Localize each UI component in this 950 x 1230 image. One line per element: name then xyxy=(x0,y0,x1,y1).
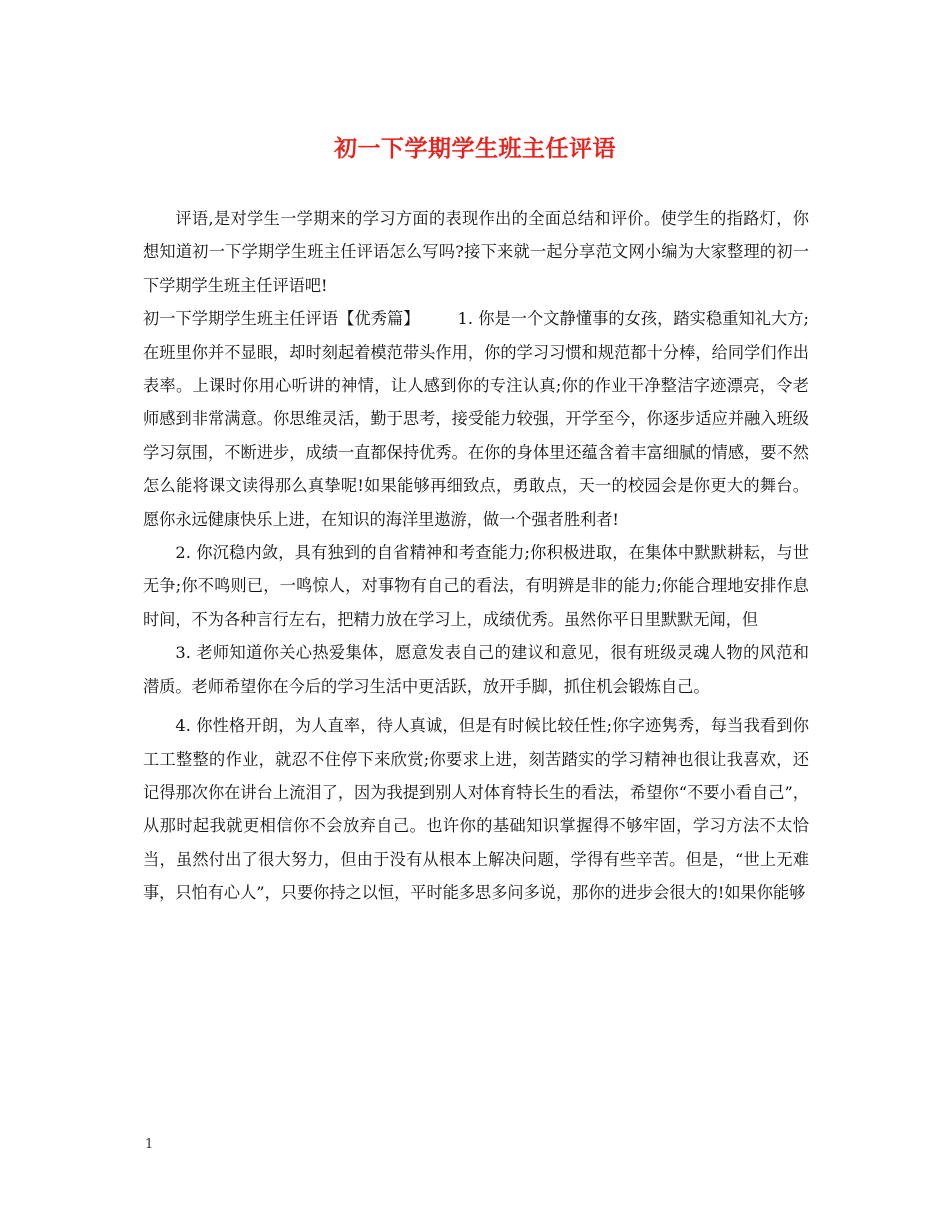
paragraph-2: 2. 你沉稳内敛，具有独到的自省精神和考查能力;你积极进取，在集体中默默耕耘，与世无争;你不鸣则已，一鸣惊人，对事物有自己的看法，有明辨是非的能力;你能合理地安排作息时间，不为各种言行左右，把精力放在学习上，成绩优秀。虽然你平日里默默无闻，但 xyxy=(143,543,809,629)
paragraph-1-block xyxy=(143,302,809,536)
paragraph-4: 4. 你性格开朗，为人直率，待人真诚，但是有时候比较任性;你字迹隽秀，每当我看到你工工整整的作业，就忍不住停下来欣赏;你要求上进，刻苦踏实的学习精神也很让我喜欢，还记得那次你在讲台上流泪了，因为我提到别人对体育特长生的看法，希望你“不要小看自己”，从那时起我就更相信你不会放弃自己。也许你的基础知识掌握得不够牢固，学习方法不太恰当，虽然付出了很大努力，但由于没有从根本上解决问题，学得有些辛苦。但是，“世上无难事，只怕有心人”，只要你持之以恒，平时能多思多问多说，那你的进步会很大的!如果你能够 xyxy=(143,716,809,903)
document-title: 初一下学期学生班主任评语 xyxy=(334,135,616,162)
paragraph-1: 1. 你是一个文静懂事的女孩，踏实稳重知礼大方;在班里你并不显眼，却时刻起着模范带头作用，你的学习习惯和规范都十分棒，给同学们作出表率。上课时你用心听讲的神情，让人感到你的专注认真;你的作业干净整洁字迹漂亮，令老师感到非常满意。你思维灵活，勤于思考，接受能力较强，开学至今，你逐步适应并融入班级学习氛围，不断进步，成绩一直都保持优秀。在你的身体里还蕴含着丰富细腻的情感，要不然怎么能将课文读得那么真挚呢!如果能够再细致点，勇敢点，天一的校园会是你更大的舞台。愿你永远健康快乐上进，在知识的海洋里遨游，做一个强者胜利者! xyxy=(143,309,810,529)
section-heading: 初一下学期学生班主任评语【优秀篇】 xyxy=(143,309,420,329)
page-number: 1 xyxy=(145,1137,154,1152)
paragraph-3: 3. 老师知道你关心热爱集体，愿意发表自己的建议和意见，很有班级灵魂人物的风范和潜质。老师希望你在今后的学习生活中更活跃，放开手脚，抓住机会锻炼自己。 xyxy=(143,643,809,696)
intro-paragraph: 评语,是对学生一学期来的学习方面的表现作出的全面总结和评价。使学生的指路灯，你想知道初一下学期学生班主任评语怎么写吗?接下来就一起分享范文网小编为大家整理的初一下学期学生班主任评语吧! xyxy=(143,209,809,295)
document-body xyxy=(143,202,809,910)
